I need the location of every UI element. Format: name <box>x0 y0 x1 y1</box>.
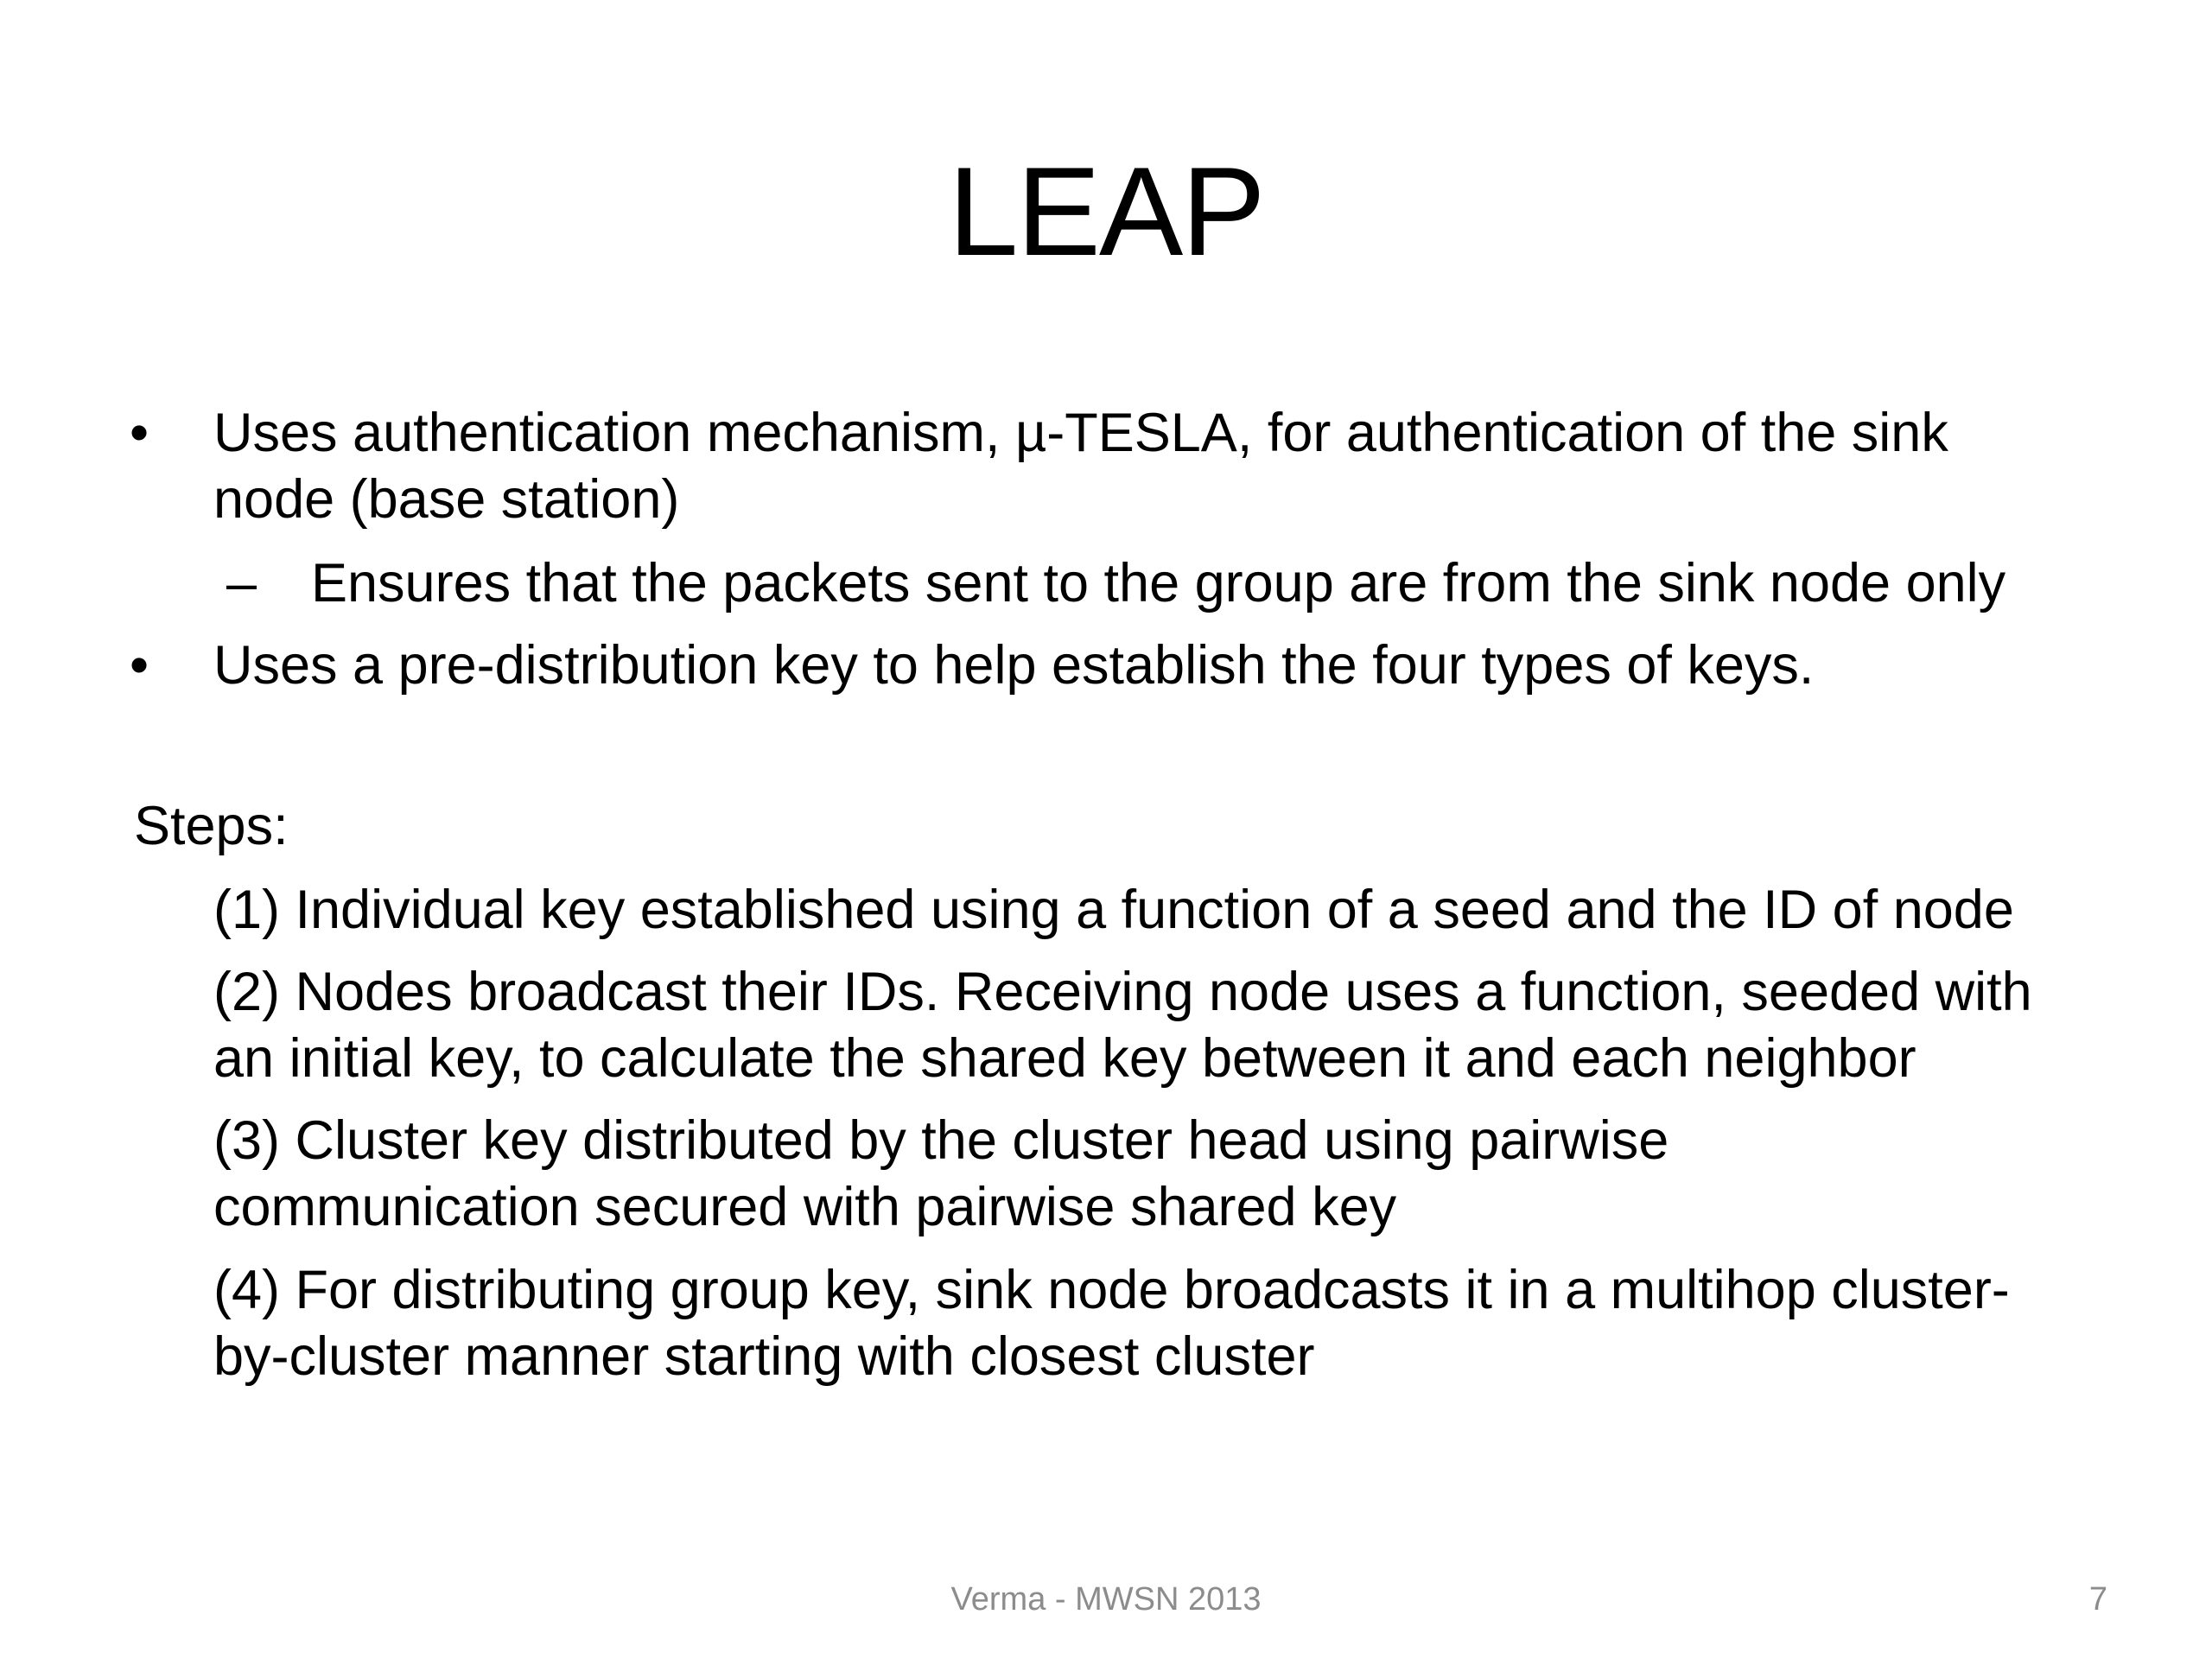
bullet-marker: • <box>130 403 149 463</box>
step-2-line-2: an initial key, to calculate the shared key between it and each neighbor <box>213 1028 1916 1089</box>
bullet-1-line-2: node (base station) <box>213 469 680 530</box>
bullet-2-line-1: Uses a pre-distribution key to help establish the four types of keys. <box>213 635 1815 696</box>
page-number: 7 <box>2088 1581 2107 1618</box>
steps-label: Steps: <box>134 796 289 856</box>
sub-bullet-1: Ensures that the packets sent to the group are from the sink node only <box>311 553 2006 613</box>
slide-title: LEAP <box>948 141 1264 282</box>
step-2-line-1: (2) Nodes broadcast their IDs. Receiving node uses a function, seeded with <box>213 962 2032 1022</box>
step-3-line-1: (3) Cluster key distributed by the cluster head using pairwise <box>213 1110 1669 1171</box>
footer-text: Verma - MWSN 2013 <box>950 1581 1262 1618</box>
step-3-line-2: communication secured with pairwise shared key <box>213 1177 1397 1237</box>
step-4-line-2: by-cluster manner starting with closest cluster <box>213 1326 1315 1387</box>
bullet-marker: • <box>130 635 149 696</box>
step-4-line-1: (4) For distributing group key, sink node broadcasts it in a multihop cluster- <box>213 1260 2010 1320</box>
sub-bullet-marker: – <box>226 553 257 613</box>
bullet-1-line-1: Uses authentication mechanism, µ-TESLA, for authentication of the sink <box>213 403 1948 463</box>
step-1-line-1: (1) Individual key established using a function of a seed and the ID of node <box>213 880 2014 940</box>
